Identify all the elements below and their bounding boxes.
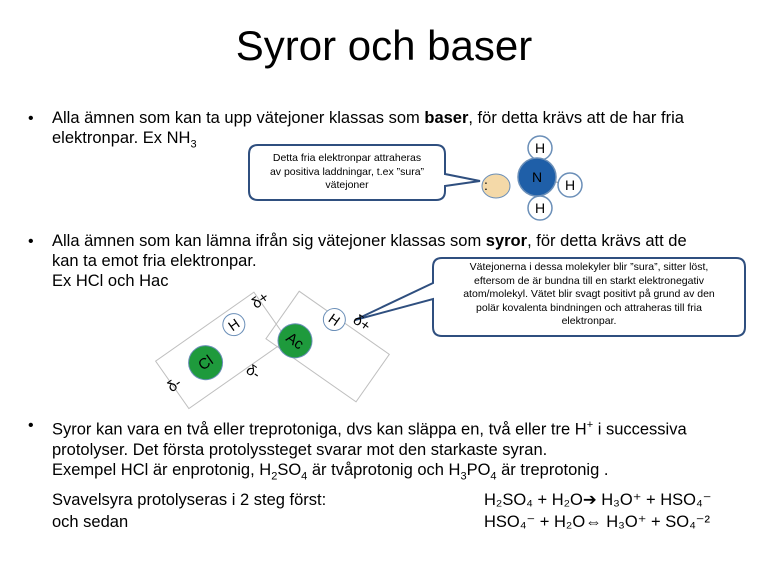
paragraph-polyprotic-line3 — [52, 460, 687, 486]
callout-1-text — [252, 152, 442, 193]
h-label: H — [564, 177, 576, 193]
text: i successiva — [593, 420, 687, 439]
superscript: + — [586, 419, 594, 431]
paragraph-polyprotic — [52, 415, 687, 486]
text: , för detta krävs att de — [527, 232, 687, 250]
sulfuric-step-1-label: Svavelsyra protolyseras i 2 steg först: — [52, 491, 327, 509]
bullet-2: • — [28, 233, 34, 250]
callout-2-text — [436, 261, 742, 329]
equation-step-2: HSO₄⁻ + H₂O⇔ H₃O⁺ + SO₄⁻² — [484, 513, 711, 531]
callout-line: polär kovalenta bindningen och attraheras till fria — [476, 301, 702, 314]
text: PO — [466, 460, 491, 479]
paragraph-polyprotic-line2: protolyser. Det första protolyssteget svarar mot den starkaste syran. — [52, 440, 548, 459]
cl-label: Cl — [195, 352, 217, 375]
slide-title: Syror och baser — [235, 22, 533, 69]
callout-line: elektronpar. — [561, 315, 617, 327]
h-label: H — [325, 310, 344, 329]
callout-line: Vätejonerna i dessa molekyler blir ”sura”, sitter löst, — [469, 261, 709, 273]
lone-pair-dots: : — [484, 177, 488, 193]
paragraph-acids-line1 — [52, 231, 687, 251]
callout-line: vätejoner — [325, 179, 369, 191]
h-label: H — [534, 140, 546, 156]
subscript: 2 — [271, 469, 278, 482]
ac-label: Ac — [282, 329, 307, 354]
bold-term-acids: syror — [485, 232, 528, 250]
text: är treprotonig . — [496, 460, 609, 479]
callout-line: eftersom de är bundna till en starkt elektronegativ — [474, 274, 704, 287]
text: Alla ämnen som kan lämna ifrån sig vätejoner klassas som — [52, 232, 486, 250]
callout-line: av positiva laddningar, t.ex ”sura” — [269, 165, 425, 178]
bold-term-bases: baser — [424, 109, 469, 127]
text: SO — [277, 460, 302, 479]
n-label: N — [531, 169, 543, 185]
hac-molecule — [265, 285, 394, 404]
text: Alla ämnen som kan ta upp vätejoner klassas som — [52, 109, 425, 127]
paragraph-polyprotic-line1 — [52, 415, 687, 440]
equation-step-1: H₂SO₄ + H₂O➔ H₃O⁺ + HSO₄⁻ — [484, 491, 712, 509]
subscript: 3 — [190, 138, 197, 151]
sulfuric-step-2-label: och sedan — [52, 513, 129, 531]
delta-minus-label: δ- — [164, 374, 185, 396]
delta-minus-label: δ- — [242, 361, 264, 383]
subscript: 3 — [460, 469, 467, 482]
callout-line: atom/molekyl. Vätet blir svagt positivt på grund av den — [463, 288, 715, 300]
h-label: H — [534, 200, 546, 216]
text: Syror kan vara en två eller treprotoniga, dvs kan släppa en, två eller tre H — [52, 420, 587, 439]
subscript: 4 — [301, 469, 308, 482]
paragraph-acids-line2: kan ta emot fria elektronpar. — [52, 252, 257, 270]
text: elektronpar. Ex NH — [52, 129, 191, 147]
bullet-3: • — [28, 417, 34, 434]
hcl-molecule — [152, 287, 295, 412]
subscript: 4 — [490, 469, 497, 482]
text: Exempel HCl är enprotonig, H — [52, 460, 272, 479]
text: , för detta krävs att de har fria — [468, 109, 684, 127]
bullet-1: • — [28, 110, 34, 127]
text: är tvåprotonig och H — [307, 460, 461, 479]
delta-plus-label: δ+ — [248, 288, 273, 313]
callout-line: Detta fria elektronpar attraheras — [272, 152, 422, 164]
h-label: H — [225, 315, 243, 335]
paragraph-acids-line3: Ex HCl och Hac — [52, 272, 169, 290]
delta-plus-label: δ+ — [349, 311, 374, 336]
